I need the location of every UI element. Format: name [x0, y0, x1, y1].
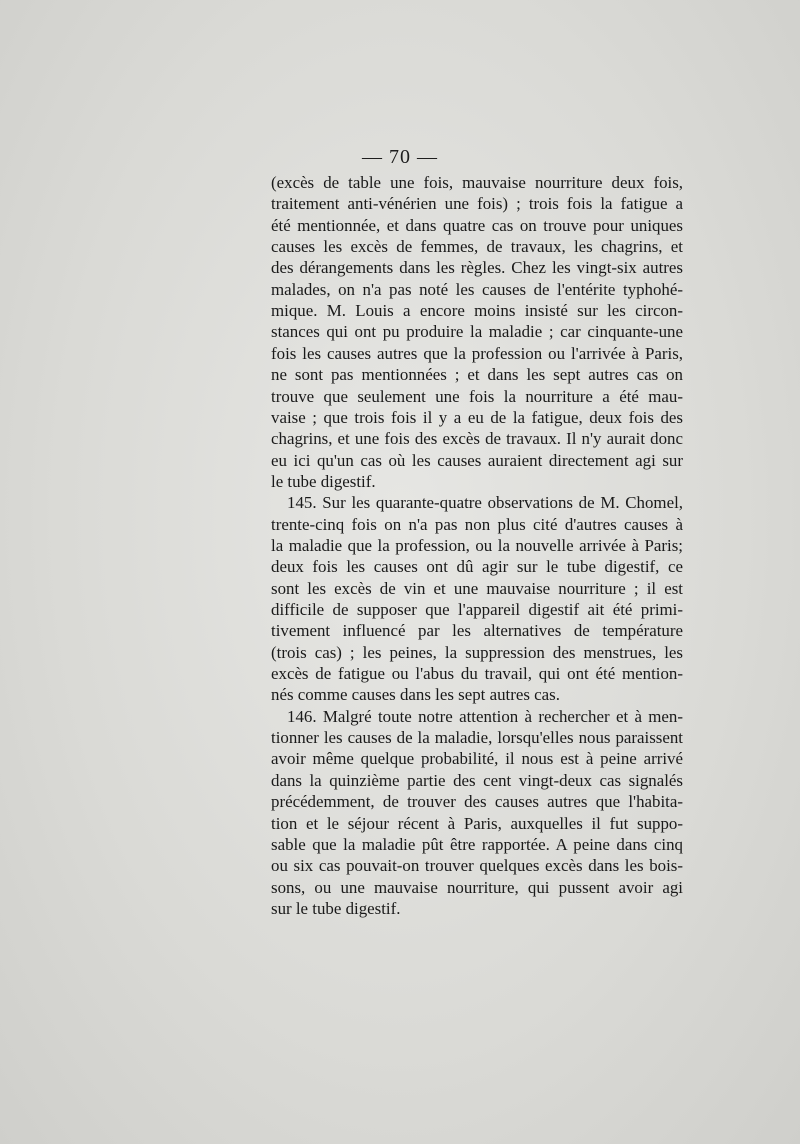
text-line: stances qui ont pu produire la maladie ; car cinquante-une: [271, 322, 683, 342]
text-line: deux fois les causes ont dû agir sur le tube digestif, ce: [271, 557, 683, 577]
text-line: 146. Malgré toute notre attention à rechercher et à men-: [287, 706, 683, 726]
text-line: malades, on n'a pas noté les causes de l'entérite typhohé-: [271, 279, 683, 299]
text-line: fois les causes autres que la profession ou l'arrivée à Paris,: [271, 343, 683, 363]
text-line: eu ici qu'un cas où les causes auraient directement agi sur: [271, 450, 683, 470]
text-line: tivement influencé par les alternatives de température: [271, 621, 683, 641]
text-line: dans la quinzième partie des cent vingt-deux cas signalés: [271, 770, 683, 790]
text-line: sons, ou une mauvaise nourriture, qui pussent avoir agi: [271, 877, 683, 897]
text-line: difficile de supposer que l'appareil digestif ait été primi-: [271, 600, 683, 619]
text-line: sur le tube digestif.: [271, 898, 401, 918]
text-line: tionner les causes de la maladie, lorsqu'elles nous paraissent: [271, 728, 683, 748]
text-line: ne sont pas mentionnées ; et dans les sept autres cas on: [271, 365, 683, 385]
text-line: 145. Sur les quarante-quatre observations de M. Chomel,: [287, 493, 683, 513]
text-line: vaise ; que trois fois il y a eu de la fatigue, deux fois des: [271, 407, 683, 427]
text-line: précédemment, de trouver des causes autres que l'habita-: [271, 792, 683, 812]
text-line: sable que la maladie pût être rapportée. A peine dans cinq: [271, 834, 683, 854]
text-line: des dérangements dans les règles. Chez les vingt-six autres: [271, 258, 683, 278]
text-line: tion et le séjour récent à Paris, auxquelles il fut suppo-: [271, 813, 683, 833]
text-line: (trois cas) ; les peines, la suppression des menstrues, les: [271, 642, 683, 662]
text-line: la maladie que la profession, ou la nouvelle arrivée à Paris;: [271, 535, 683, 555]
text-line: trouve que seulement une fois la nourriture a été mau-: [271, 386, 683, 406]
text-line: sont les excès de vin et une mauvaise nourriture ; il est: [271, 578, 683, 598]
text-line: le tube digestif.: [271, 471, 376, 491]
text-line: causes les excès de femmes, de travaux, les chagrins, et: [271, 237, 683, 257]
text-line: été mentionnée, et dans quatre cas on trouve pour uniques: [271, 215, 683, 235]
text-line: mique. M. Louis a encore moins insisté sur les circon-: [271, 301, 683, 321]
text-line: traitement anti-vénérien une fois) ; trois fois la fatigue a: [271, 194, 683, 214]
text-line: nés comme causes dans les sept autres cas.: [271, 685, 560, 705]
text-line: ou six cas pouvait-on trouver quelques excès dans les bois-: [271, 856, 683, 876]
text-line: excès de fatigue ou l'abus du travail, qui ont été mention-: [271, 664, 683, 684]
text-line: avoir même quelque probabilité, il nous est à peine arrivé: [271, 749, 683, 769]
text-line: trente-cinq fois on n'a pas non plus cité d'autres causes à: [271, 514, 683, 534]
text-line: (excès de table une fois, mauvaise nourriture deux fois,: [271, 173, 683, 192]
text-line: chagrins, et une fois des excès de travaux. Il n'y aurait donc: [271, 429, 683, 449]
page-number: — 70 —: [362, 146, 438, 168]
